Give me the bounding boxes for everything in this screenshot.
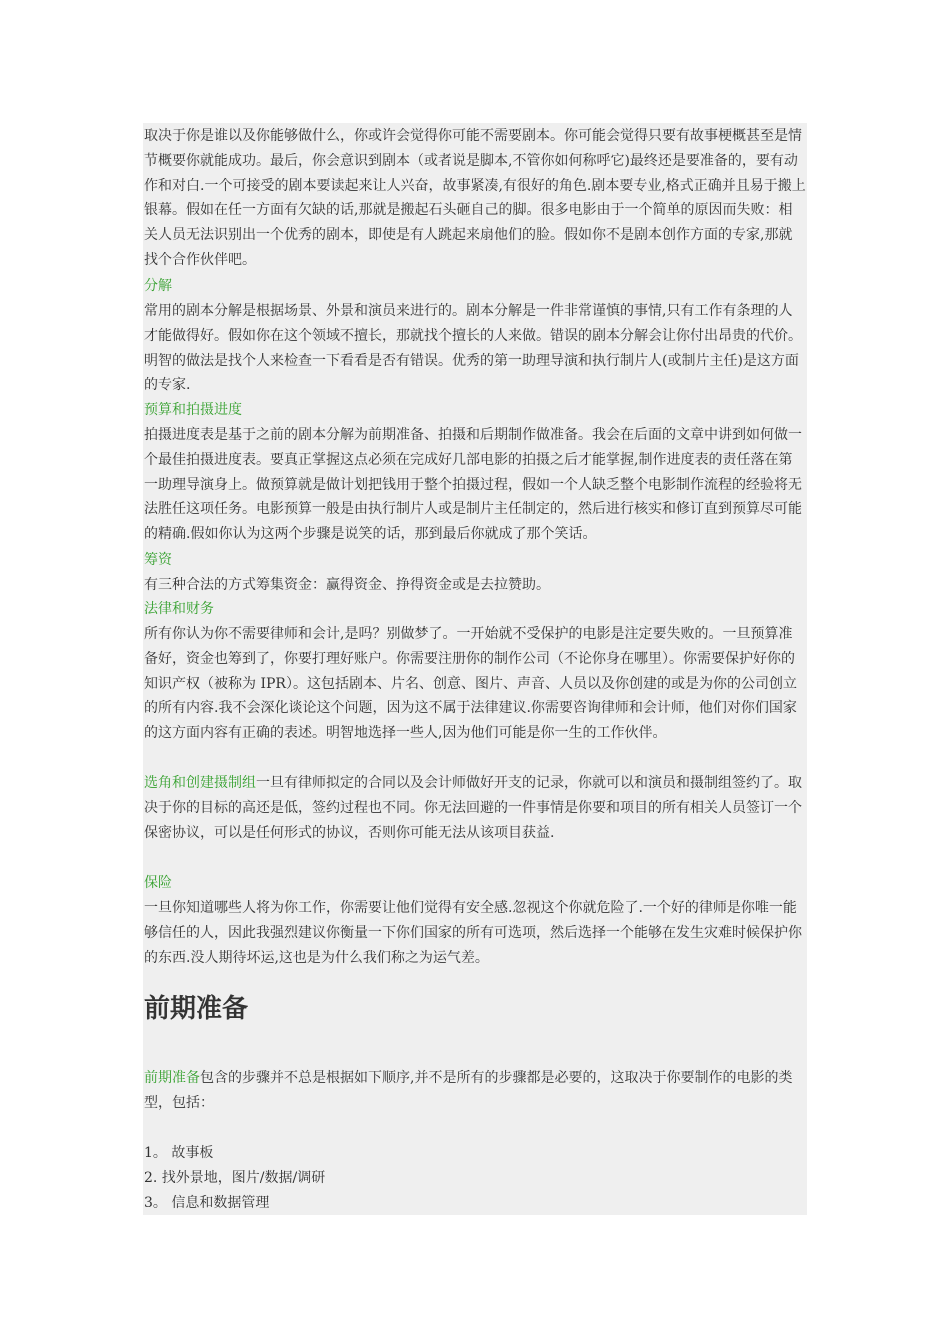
paragraph-insurance: 一旦你知道哪些人将为你工作，你需要让他们觉得有安全感.忽视这个你就危险了.一个好的律师是你唯一能够信任的人，因此我强烈建议你衡量一下你们国家的所有可选项，然后选择一个能够在发生灾难时候保护你的东西.没人期待坏运,这也是为什么我们称之为运气差。 (144, 900, 802, 966)
paragraph-legal: 所有你认为你不需要律师和会计,是吗？别做梦了。一开始就不受保护的电影是注定要失败的。一旦预算准备好，资金也筹到了，你要打理好账户。你需要注册你的制作公司（不论你身在哪里）。你需要保护好你的知识产权（被称为 IPR）。这包括剧本、片名、创意、图片、声音、人员以及你创建的或是为你的公司创立的所有内容.我不会深化谈论这个问题，因为这不属于法律建议.你需要咨询律师和会计师，他们对你们国家的这方面内容有正确的表述。明智地选择一些人,因为他们可能是你一生的工作伙伴。 (144, 626, 797, 742)
heading-breakdown: 分解 (144, 278, 172, 294)
section-title-preproduction: 前期准备 (144, 994, 249, 1024)
paragraph-intro: 取决于你是谁以及你能够做什么，你或许会觉得你可能不需要剧本。你可能会觉得只要有故事梗概甚至是情节概要你就能成功。最后，你会意识到剧本（或者说是脚本,不管你如何称呼它)最终还是要准备的，要有动作和对白.一个可接受的剧本要读起来让人兴奋，故事紧凑,有很好的角色.剧本要专业,格式正确并且易于搬上银幕。假如在任一方面有欠缺的话,那就是搬起石头砸自己的脚。很多电影由于一个简单的原因而失败：相关人员无法识别出一个优秀的剧本，即使是有人跳起来扇他们的脸。假如你不是剧本创作方面的专家,那就找个合作伙伴吧。 (144, 128, 806, 268)
list-item: 1。 故事板 (144, 1145, 214, 1161)
paragraph-breakdown: 常用的剧本分解是根据场景、外景和演员来进行的。剧本分解是一件非常谨慎的事情,只有工作有条理的人才能做得好。假如你在这个领域不擅长，那就找个擅长的人来做。错误的剧本分解会让你付出昂贵的代价。明智的做法是找个人来检查一下看看是否有错误。优秀的第一助理导演和执行制片人(或制片主任)是这方面的专家. (144, 303, 802, 394)
heading-budget: 预算和拍摄进度 (144, 402, 242, 418)
paragraph-budget: 拍摄进度表是基于之前的剧本分解为前期准备、拍摄和后期制作做准备。我会在后面的文章中讲到如何做一个最佳拍摄进度表。要真正掌握这点必须在完成好几部电影的拍摄之后才能掌握,制作进度表的责任落在第一助理导演身上。做预算就是做计划把钱用于整个拍摄过程，假如一个人缺乏整个电影制作流程的经验将无法胜任这项任务。电影预算一般是由执行制片人或是制片主任制定的，然后进行核实和修订直到预算尽可能的精确.假如你认为这两个步骤是说笑的话，那到最后你就成了那个笑话。 (144, 427, 802, 543)
preproduction-link-text: 前期准备 (144, 1070, 200, 1086)
list-item: 2. 找外景地，图片/数据/调研 (144, 1170, 326, 1186)
preproduction-text: 包含的步骤并不总是根据如下顺序,并不是所有的步骤都是必要的，这取决于你要制作的电影的类型，包括： (144, 1070, 793, 1111)
list-item: 3。 信息和数据管理 (144, 1195, 270, 1211)
heading-insurance: 保险 (144, 875, 172, 891)
paragraph-funding: 有三种合法的方式筹集资金：赢得资金、挣得资金或是去拉赞助。 (144, 577, 550, 593)
paragraph-preproduction (144, 1066, 806, 1116)
heading-legal: 法律和财务 (144, 601, 214, 617)
casting-text: 一旦有律师拟定的合同以及会计师做好开支的记录，你就可以和演员和摄制组签约了。取决于你的目标的高还是低，签约过程也不同。你无法回避的一件事情是你要和项目的所有相关人员签订一个保密协议，可以是任何形式的协议，否则你可能无法从该项目获益. (144, 775, 802, 841)
heading-funding: 筹资 (144, 552, 172, 568)
heading-casting: 选角和创建摄制组 (144, 775, 256, 791)
paragraph-casting (144, 771, 806, 845)
